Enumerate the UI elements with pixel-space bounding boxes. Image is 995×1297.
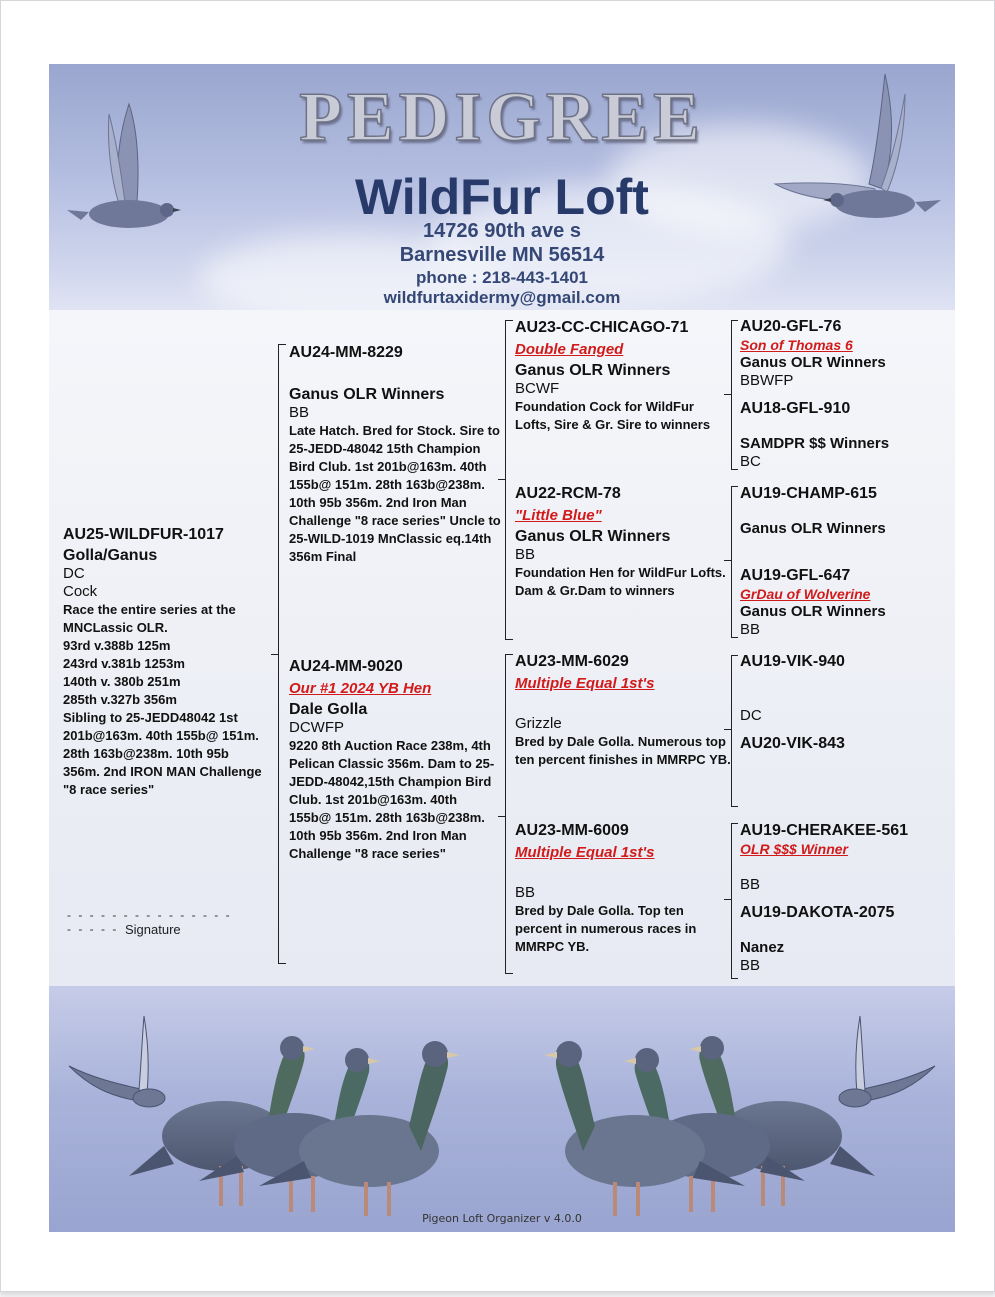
sire-band: AU24-MM-8229: [289, 344, 403, 361]
bracket-gen3-4: [731, 823, 732, 979]
ss-color: BCWF: [515, 380, 560, 397]
dam-nickname: Our #1 2024 YB Hen: [289, 680, 432, 697]
dam-color: DCWFP: [289, 719, 344, 736]
bracket-tick: [731, 978, 738, 979]
sd-strain: Ganus OLR Winners: [515, 528, 671, 545]
sdd-strain: Ganus OLR Winners: [740, 603, 886, 620]
dds-nickname: OLR $$$ Winner: [740, 841, 849, 857]
dd-color: BB: [515, 884, 536, 901]
sss-entry: [740, 318, 940, 390]
software-credit: Pigeon Loft Organizer v 4.0.0: [422, 1212, 582, 1225]
footer-banner: [49, 986, 955, 1232]
dd-notes: Bred by Dale Golla. Top ten percent in numerous races in MMRPC YB.: [515, 903, 697, 954]
bracket-tick: [724, 394, 732, 395]
sd-band: AU22-RCM-78: [515, 485, 621, 502]
ssd-strain: SAMDPR $$ Winners: [740, 435, 890, 452]
signature-line: - - - - - - - - - - - - - - - - - - - -: [67, 908, 232, 936]
bracket-tick: [731, 806, 738, 807]
ddd-band: AU19-DAKOTA-2075: [740, 904, 895, 921]
dsd-entry: [740, 735, 940, 753]
bracket-tick: [498, 479, 506, 480]
bracket-gen3-3: [731, 655, 732, 807]
dam-entry: [289, 658, 501, 863]
sire-strain: Ganus OLR Winners: [289, 386, 445, 403]
bracket-tick: [731, 655, 738, 656]
phone: phone : 218-443-1401: [416, 268, 588, 287]
dsd-band: AU20-VIK-843: [740, 735, 845, 752]
bracket-tick: [505, 320, 513, 321]
sire-dam-entry: [515, 485, 731, 600]
dss-entry: [740, 653, 940, 725]
ss-nickname: Double Fanged: [515, 341, 624, 358]
ds-notes: Bred by Dale Golla. Numerous top ten percent finishes in MMRPC YB.: [515, 734, 731, 767]
sdd-entry: [740, 567, 940, 639]
subject-entry: [63, 526, 265, 799]
ds-nickname: Multiple Equal 1st's: [515, 675, 655, 692]
bracket-tick: [505, 639, 513, 640]
bracket-tick: [505, 973, 513, 974]
bracket-tick: [724, 899, 732, 900]
ssd-entry: [740, 400, 940, 471]
sd-color: BB: [515, 546, 536, 563]
dam-strain: Dale Golla: [289, 701, 368, 718]
loft-name: WildFur Loft: [355, 169, 649, 225]
dd-nickname: Multiple Equal 1st's: [515, 844, 655, 861]
sire-sire-entry: [515, 319, 731, 434]
dss-color: DC: [740, 707, 762, 724]
subject-strain: Golla/Ganus: [63, 547, 158, 564]
ds-band: AU23-MM-6029: [515, 653, 629, 670]
ds-color: Grizzle: [515, 715, 562, 732]
sdd-band: AU19-GFL-647: [740, 567, 851, 584]
email: wildfurtaxidermy@gmail.com: [383, 288, 621, 307]
sds-entry: [740, 485, 940, 538]
address-line-1: 14726 90th ave s: [423, 220, 581, 242]
sd-notes: Foundation Hen for WildFur Lofts. Dam & Gr.Dam to winners: [515, 565, 726, 598]
ss-notes: Foundation Cock for WildFur Lofts, Sire & Gr. Sire to winners: [515, 399, 711, 432]
pigeon-flock-illustration-icon: [49, 986, 955, 1232]
bracket-tick: [731, 486, 738, 487]
subject-sex: Cock: [63, 583, 98, 600]
ddd-entry: [740, 904, 940, 975]
bracket-dam-parents: [505, 654, 506, 974]
ddd-strain: Nanez: [740, 939, 785, 956]
bracket-tick: [498, 816, 506, 817]
subject-band: AU25-WILDFUR-1017: [63, 526, 224, 543]
ssd-band: AU18-GFL-910: [740, 400, 851, 417]
address-line-2: Barnesville MN 56514: [399, 244, 605, 266]
bracket-tick: [278, 344, 286, 345]
bracket-tick: [271, 654, 279, 655]
bracket-tick: [724, 560, 732, 561]
sire-color: BB: [289, 404, 310, 421]
dds-entry: [740, 822, 940, 894]
pedigree-page: [49, 64, 955, 1232]
ssd-color: BC: [740, 453, 761, 470]
ss-strain: Ganus OLR Winners: [515, 362, 671, 379]
bracket-gen3-2: [731, 486, 732, 638]
sds-strain: Ganus OLR Winners: [740, 520, 886, 537]
sss-strain: Ganus OLR Winners: [740, 354, 886, 371]
subject-color: DC: [63, 565, 85, 582]
bracket-tick: [731, 637, 738, 638]
ss-band: AU23-CC-CHICAGO-71: [515, 319, 689, 336]
sdd-nickname: GrDau of Wolverine: [740, 586, 871, 602]
bracket-tick: [731, 469, 738, 470]
ddd-color: BB: [740, 957, 761, 974]
sdd-color: BB: [740, 621, 761, 638]
dds-band: AU19-CHERAKEE-561: [740, 822, 909, 839]
dam-sire-entry: [515, 653, 731, 769]
dam-dam-entry: [515, 822, 731, 956]
bracket-tick: [731, 823, 738, 824]
sss-color: BBWFP: [740, 372, 794, 389]
sss-nickname: Son of Thomas 6: [740, 337, 853, 353]
bracket-gen3-1: [731, 320, 732, 470]
dam-band: AU24-MM-9020: [289, 658, 403, 675]
bracket-tick: [505, 654, 513, 655]
sd-nickname: "Little Blue": [515, 507, 602, 524]
bracket-tick: [731, 320, 738, 321]
sss-band: AU20-GFL-76: [740, 318, 842, 335]
dds-color: BB: [740, 876, 761, 893]
dd-band: AU23-MM-6009: [515, 822, 629, 839]
bracket-tick: [724, 729, 732, 730]
bracket-tick: [278, 963, 286, 964]
sire-entry: [289, 344, 501, 566]
sds-band: AU19-CHAMP-615: [740, 485, 877, 502]
signature-label: Signature: [125, 922, 181, 937]
subject-notes: Race the entire series at the MNCLassic OLR. 93rd v.388b 125m 243rd v.381b 1253m 140th v. 380b 251m 285th v.327b 356m Sibling to 25-JEDD48042 1st 201b@163m. 40th 155b@ 151m. 28th 163b@238m. 10th 95b 356m. 2nd IRON MAN Challenge "8 race series": [63, 602, 262, 797]
sire-notes: Late Hatch. Bred for Stock. Sire to 25-JEDD-48042 15th Champion Bird Club. 1st 201b@163m. 40th 155b@ 151m. 28th 163b@238m. 10th 95b 356m. 2nd Iron Man Challenge "8 race series" Uncle to 25-WILD-1019 MnClassic eq.14th 356m Final: [289, 423, 501, 564]
bracket-sire-parents: [505, 320, 506, 640]
pedigree-title: PEDIGREE: [299, 79, 705, 156]
dam-notes: 9220 8th Auction Race 238m, 4th Pelican Classic 356m. Dam to 25-JEDD-48042,15th Champion Bird Club. 1st 201b@163m. 40th 155b@ 151m. 28th 163b@238m. 10th 95b 356m. 2nd Iron Man Challenge "8 race series": [289, 738, 495, 861]
dss-band: AU19-VIK-940: [740, 653, 845, 670]
header-banner: [49, 64, 955, 310]
